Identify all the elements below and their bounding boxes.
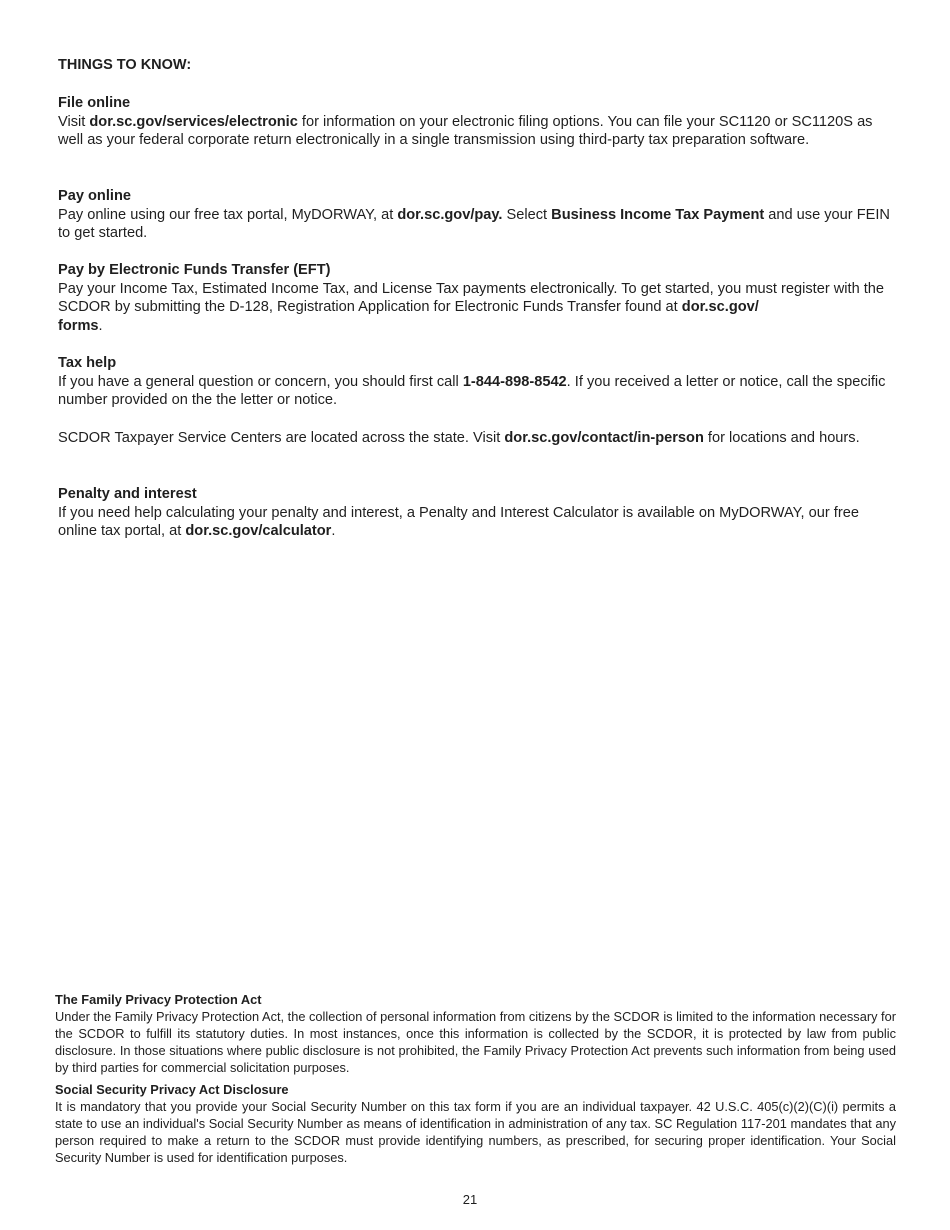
pay-online-section xyxy=(58,187,894,243)
tax-help-text: If you have a general question or concern, you should first call 1-844-898-8542. If you received a letter or notice, call the specific number provided on the the letter or notice. xyxy=(58,373,886,409)
penalty-title: Penalty and interest xyxy=(58,486,197,502)
in-person-link[interactable]: dor.sc.gov/contact/in-person xyxy=(504,430,704,446)
pay-online-text: Pay online using our free tax portal, MyDORWAY, at dor.sc.gov/pay. Select Business Income Tax Payment and use your FEIN to get started. xyxy=(58,206,890,242)
eft-text: Pay your Income Tax, Estimated Income Tax, and License Tax payments electronically. To get started, you must register with the SCDOR by submitting the D-128, Registration Application for Electronic Funds Transfer found at dor.sc.gov/ forms. xyxy=(58,280,885,335)
ssn-disclosure-text: It is mandatory that you provide your Social Security Number on this tax form if you are an individual taxpayer. 42 U.S.C. 405(c)(2)(C)(i) permits a state to use an individual's Social Security Number as means of identification in administration of any tax. SC Regulation 117-201 mandates that any person required to make a return to the SCDOR must provide identifying numbers, as prescribed, for securing proper identification. Your Social Security Number is used for identification purposes. xyxy=(55,1098,896,1165)
family-privacy-act-text: Under the Family Privacy Protection Act, the collection of personal information from citizens by the SCDOR is limited to the information necessary for the SCDOR to fulfill its statutory duties. In most instances, once this information is collected by the SCDOR, it is protected by law from public disclosure. In those situations where public disclosure is not prohibited, the Family Privacy Protection Act prevents such information from being used by third parties for commercial solicitation purposes. xyxy=(55,1008,896,1075)
pay-link[interactable]: dor.sc.gov/pay. xyxy=(397,206,503,223)
forms-link-part-a[interactable]: dor.sc.gov/ xyxy=(681,299,759,316)
tax-help-title: Tax help xyxy=(58,355,117,371)
page-heading: THINGS TO KNOW: xyxy=(58,57,192,73)
pay-online-title: Pay online xyxy=(58,188,131,204)
ssn-disclosure-section xyxy=(55,1082,896,1167)
family-privacy-act-section xyxy=(55,992,896,1077)
calculator-link[interactable]: dor.sc.gov/calculator xyxy=(185,523,332,540)
ssn-disclosure-title: Social Security Privacy Act Disclosure xyxy=(55,1082,289,1097)
eft-title: Pay by Electronic Funds Transfer (EFT) xyxy=(58,262,331,278)
service-centers-text: SCDOR Taxpayer Service Centers are located across the state. Visit dor.sc.gov/contact/in-person for locations and hours. xyxy=(58,430,860,446)
family-privacy-act-title: The Family Privacy Protection Act xyxy=(55,992,262,1007)
file-online-section xyxy=(58,94,894,150)
service-centers-section xyxy=(58,429,894,448)
phone-number[interactable]: 1-844-898-8542 xyxy=(462,373,567,390)
file-online-text: Visit dor.sc.gov/services/electronic for information on your electronic filing options. You can file your SC1120 or SC1120S as well as your federal corporate return electronically in a single transmission using third-party tax preparation software. xyxy=(58,113,873,149)
electronic-filing-link[interactable]: dor.sc.gov/services/electronic xyxy=(89,113,298,130)
business-income-tax-payment: Business Income Tax Payment xyxy=(551,206,765,223)
penalty-section xyxy=(58,485,894,541)
forms-link-part-b[interactable]: forms xyxy=(58,318,99,335)
page-number: 21 xyxy=(462,1192,478,1207)
file-online-title: File online xyxy=(58,95,131,111)
tax-help-section xyxy=(58,354,894,410)
penalty-text: If you need help calculating your penalty and interest, a Penalty and Interest Calculator is available on MyDORWAY, our free online tax portal, at dor.sc.gov/calculator. xyxy=(58,504,859,540)
eft-section xyxy=(58,261,894,336)
